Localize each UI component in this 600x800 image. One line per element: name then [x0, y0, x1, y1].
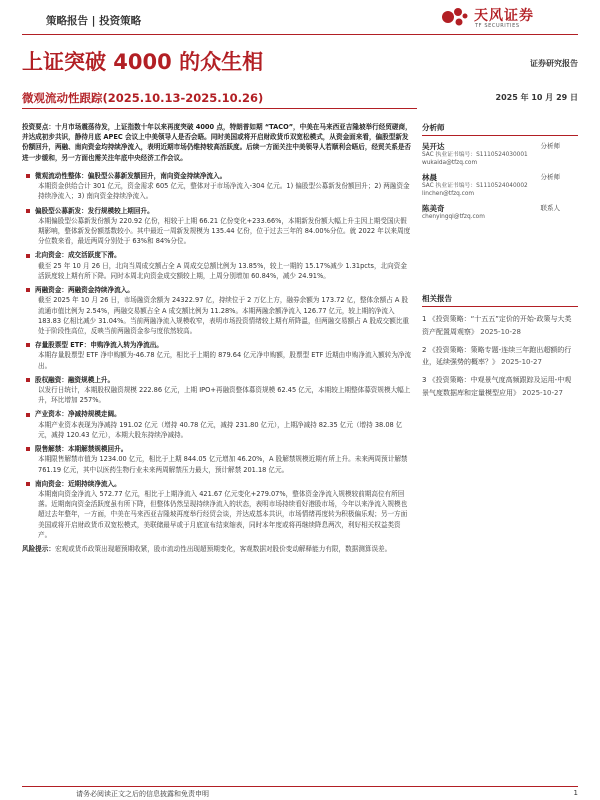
- section-heading-text: 存量股票型 ETF：申购净流入转为净流出。: [35, 341, 163, 350]
- risk-lead: 风险提示：: [22, 545, 55, 554]
- section-body: 本期资金供给合计 301 亿元，资金需求 605 亿元，整体对于市场净流入-304 亿元。1) 偏股型公募新发份额回升；2) 两融资金持续净流入；3) 南向资金持续净流入。: [38, 182, 410, 201]
- company-name: 天风证券: [474, 8, 534, 24]
- section-heading-text: 股权融资：融资规模上升。: [35, 375, 115, 384]
- related-report-date: 2025-10-27: [522, 388, 563, 397]
- related-report-link[interactable]: [422, 313, 578, 338]
- bullet-icon: [26, 447, 30, 451]
- section-heading-text: 两融资金：两融资金持续净流入。: [35, 286, 134, 295]
- section-heading-text: 微观流动性整体：偏股型公募新发额回升，南向资金持续净流入。: [35, 171, 227, 180]
- company-logo: [438, 3, 578, 33]
- bullet-icon: [26, 482, 30, 486]
- subtitle-divider: [22, 108, 417, 109]
- section-item: [22, 444, 412, 475]
- investment-summary: [22, 122, 412, 163]
- bullet-icon: [26, 209, 30, 213]
- section-item: [22, 340, 412, 371]
- related-heading: 相关报告: [422, 293, 578, 307]
- section-heading-text: 产业资本：净减持规模走阔。: [35, 410, 121, 419]
- section-body: 本期产业资本表现为净减持 191.02 亿元（增持 40.78 亿元，减持 231.80 亿元），上期净减持 82.35 亿元（增持 38.08 亿元，减持 120.43 亿元），本期大股东持续净减持。: [38, 420, 403, 439]
- report-title: 上证突破 4000 的众生相: [22, 50, 264, 74]
- section-heading: [22, 206, 412, 216]
- analyst-email[interactable]: wukaida@tfzq.com: [422, 159, 478, 166]
- section-heading-text: 限售解禁：本期解禁规模回升。: [35, 445, 128, 454]
- disclaimer-note: 请务必阅读正文之后的信息披露和免责申明: [76, 790, 209, 798]
- risk-warning: [22, 544, 412, 554]
- analyst-name: 吴开达: [422, 142, 445, 151]
- section-body: 本期限售解禁市值为 1234.00 亿元，相比于上期 844.05 亿元增加 46.20%，A 股解禁规模近期有所上升。未来两周预计解禁 761.19 亿元，其中以医药生物行业未来两周解禁压力最大，预计解禁 201.18 亿元。: [38, 455, 408, 474]
- report-category-tag: 策略报告 | 投资策略: [46, 15, 142, 27]
- section-heading: [22, 340, 412, 350]
- section-body: 本期南向资金净流入 572.77 亿元，相比于上期净流入 421.67 亿元变化+279.07%，整体资金净流入规模较前期高位有所回落。近期南向资金活跃度虽有所下降，但整体仍然呈现持续净流入的状态，表明市场持续看好港股市场，今年以来净流入规模也超过去年整年，一方面，中美在马来西亚吉隆坡再度举行经贸会谈，并达成基本共识，市场情绪再度转为积极偏乐观；另一方面美国或将开启财政货币双宽松模式，美联储最早或于月底宣布结束缩表，同时本年度或将再继续降息两次，利好相关权益类资产。: [38, 490, 408, 539]
- section-heading: [22, 479, 412, 489]
- section-item: [22, 375, 412, 406]
- bullet-icon: [26, 378, 30, 382]
- section-item: [22, 409, 412, 440]
- analyst-card: [422, 173, 578, 199]
- analyst-email[interactable]: linchen@tfzq.com: [422, 190, 475, 197]
- bullet-icon: [26, 343, 30, 347]
- section-heading: [22, 285, 412, 295]
- section-body: 本期存量股票型 ETF 净申购额为-46.78 亿元，相比于上期的 879.64 亿元净申购额，股票型 ETF 近期由申购净流入额转为净流出。: [38, 351, 412, 370]
- bullet-icon: [26, 174, 30, 178]
- report-type-label: 证券研究报告: [530, 59, 578, 68]
- page-header: [0, 0, 600, 34]
- related-report-title[interactable]: 3 《投资策略：中观景气度高频跟踪及运用-中观景气度数据库和定量模型应用》: [422, 376, 572, 397]
- company-logo-icon: [438, 3, 470, 31]
- section-item: [22, 250, 412, 281]
- related-report-date: 2025-10-27: [501, 358, 542, 367]
- analyst-name: 林晨: [422, 172, 437, 182]
- main-content: [22, 122, 412, 554]
- page-number: 1: [573, 789, 578, 797]
- analyst-role: 分析师: [540, 142, 560, 150]
- section-heading: [22, 375, 412, 385]
- analyst-role: 联系人: [540, 203, 560, 212]
- analyst-name: 陈美奇: [422, 203, 445, 213]
- section-body: 本期偏股型公募新发份额为 220.92 亿份，相较于上期 66.21 亿份变化+233.66%，本期新发份额大幅上升主因上期受国庆假期影响，整体新发份额基数较小。其中最近一周新发规模为 135.44 亿份，位于过去三年的 84.00%分位。就 2022 年以来周度分位数来看，最近两周分别处于 63%和 84%分位。: [38, 216, 411, 246]
- related-report-link[interactable]: [422, 374, 578, 399]
- bullet-icon: [26, 413, 30, 417]
- section-heading-text: 北向资金：成交活跃度下滑。: [35, 251, 121, 260]
- analyst-email[interactable]: chenyingqi@tfzq.com: [422, 213, 485, 220]
- analyst-card: [422, 142, 578, 168]
- section-heading: [22, 250, 412, 260]
- analyst-license: SAC 执业证书编号：S1110524030001: [422, 152, 528, 159]
- section-heading-text: 偏股型公募新发：发行规模较上期回升。: [35, 206, 154, 215]
- related-report-date: 2025-10-28: [480, 327, 521, 336]
- section-item: [22, 206, 412, 247]
- section-body: 截至 25 年 10 月 26 日，北向当周成交额占全 A 周成交总额比例为 13.85%，较上一期的 15.17%减少 1.31pcts，北向资金活跃度较上期有所下降。同时本周北向资金成交额较上期，上周分别增加 60.84%，减少 24.91%。: [38, 261, 407, 280]
- summary-lead: 投资要点：: [22, 123, 55, 131]
- section-item: [22, 479, 412, 540]
- related-report-link[interactable]: [422, 344, 578, 369]
- section-item: [22, 285, 412, 336]
- related-report-title[interactable]: 2 《投资策略：策略专题-连续三年跑出超额的行业，延续强势的概率？》: [422, 345, 572, 367]
- footer-divider: [22, 786, 578, 787]
- section-body: 截至 2025 年 10 月 26 日，市场融资余额为 24322.97 亿，持续位于 2 万亿上方，融券余额为 173.72 亿，整体余额占 A 股流通市值比例为 2.54%，两融交易额占全 A 成交额比例为 11.28%。本期两融余额净流入 126.77 亿元，较上期的净流入 183.83 亿相比减少 31.04%。当前两融净流入规模收窄，表明市场投资情绪较上期有所降温，但两融交易额占 A 股成交额比重处于阶段性高位，反映当前两融资金参与度依然较高。: [38, 296, 410, 335]
- bullet-icon: [26, 254, 30, 258]
- section-body: 以发行日统计，本期股权融资规模 222.86 亿元，上期 IPO+再融资整体募资规模 62.45 亿元，本期较上期整体募资规模大幅上升，环比增加 257%。: [38, 386, 411, 405]
- report-date: 2025 年 10 月 29 日: [495, 93, 578, 102]
- sidebar: [422, 122, 578, 405]
- section-heading: [22, 444, 412, 454]
- report-subtitle: 微观流动性跟踪(2025.10.13-2025.10.26): [22, 91, 264, 105]
- section-heading: [22, 409, 412, 419]
- section-heading-text: 南向资金：近期持续净流入。: [35, 479, 121, 488]
- summary-text: 十月市场震荡待发，上证指数十年以来再度突破 4000 点，特朗普如期 “TACO”，中美在马来西亚吉隆坡举行经贸磋商，并达成初步共识，静待月底 APEC 会议上中美领导人是否会晤。同时美国或将开启财政货币双宽松模式，从资金面来看，偏股型新发份额回升，两融、南向资金均持续净流入，表明近期市场仍维持较高活跃度。后续一方面关注中美领导人若顺利会晤后，经贸关系是否进一步缓和，另一方面也需关注年底中央经济工作会议。: [22, 123, 412, 162]
- analyst-heading: 分析师: [422, 122, 578, 136]
- analyst-license: SAC 执业证书编号：S1110524040002: [422, 182, 528, 189]
- risk-text: 宏观或货币政策出现超预期收紧，股市流动性出现超预期变化，客观数据对股价变动解释能力有限，数据测算误差。: [54, 545, 392, 554]
- company-name-en: TF SECURITIES: [475, 23, 520, 29]
- related-report-title[interactable]: 1 《投资策略：“十五五”定价的开始-政策与大类资产配置周观察》: [422, 315, 572, 336]
- section-item: [22, 171, 412, 202]
- section-heading: [22, 171, 412, 181]
- analyst-role: 分析师: [540, 172, 560, 181]
- bullet-icon: [26, 288, 30, 292]
- analyst-card: [422, 204, 578, 222]
- related-reports: [422, 293, 578, 399]
- header-divider: [22, 34, 578, 35]
